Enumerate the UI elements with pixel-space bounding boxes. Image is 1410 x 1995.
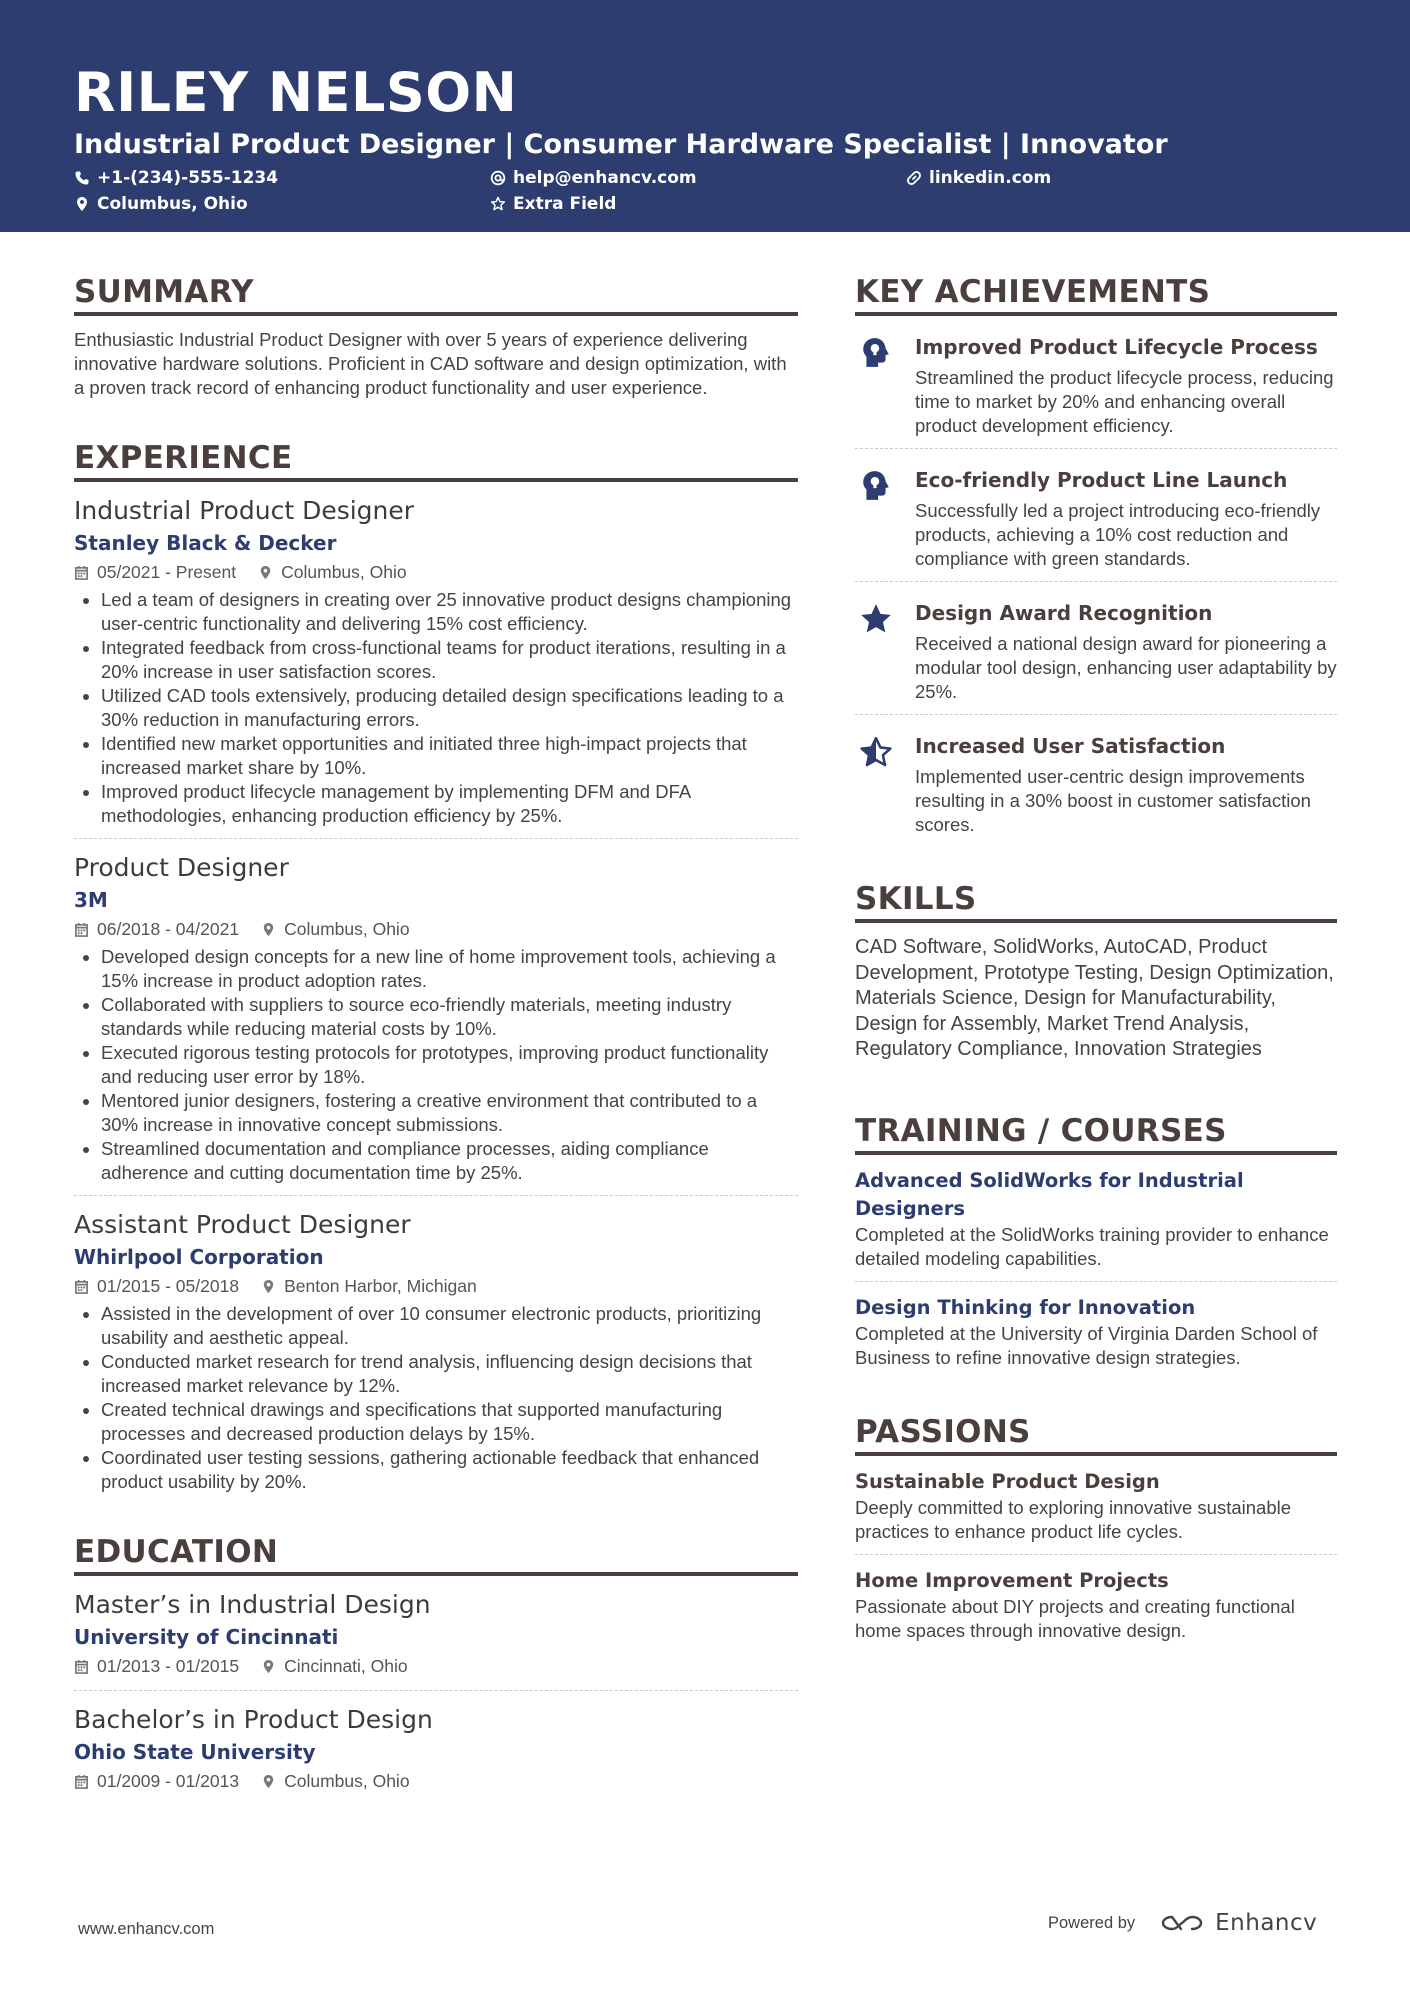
achievement-title: Design Award Recognition (915, 601, 1213, 625)
bullet-item: Led a team of designers in creating over 25 innovative product designs championing user-centric functionality and delivering 15% cost efficiency. (74, 588, 798, 636)
summary-heading: SUMMARY (74, 272, 798, 316)
degree-title: Master’s in Industrial Design (74, 1590, 431, 1619)
skills-section (855, 879, 1337, 1063)
location-pin-icon (258, 565, 273, 580)
calendar-icon (74, 922, 89, 937)
job-bullets (74, 945, 798, 1185)
achievement-desc: Successfully led a project introducing eco-friendly products, achieving a 10% cost reduction and compliance with green standards. (915, 500, 1321, 569)
achievement-item (855, 727, 1337, 837)
left-column (74, 272, 798, 1795)
experience-entry (74, 1208, 798, 1494)
education-location (261, 1767, 409, 1795)
right-column (855, 272, 1337, 1643)
candidate-name: RILEY NELSON (74, 61, 518, 124)
star-half-icon (859, 735, 893, 769)
education-location-text: Cincinnati, Ohio (284, 1656, 408, 1676)
degree-title: Bachelor’s in Product Design (74, 1705, 433, 1734)
bullet-item: Executed rigorous testing protocols for prototypes, improving product functionality and reducing user error by 18%. (74, 1041, 798, 1089)
job-location (261, 915, 409, 943)
entry-divider (855, 448, 1337, 449)
job-location-text: Columbus, Ohio (281, 562, 407, 582)
summary-text: Enthusiastic Industrial Product Designer with over 5 years of experience delivering innovative hardware solutions. Proficient in CAD software and design optimization, with a proven track record of enhancing product functionality and user experience. (74, 329, 787, 398)
bullet-item: Mentored junior designers, fostering a creative environment that contributed to a 30% increase in innovative concept submissions. (74, 1089, 798, 1137)
job-dates-text: 05/2021 - Present (97, 562, 237, 582)
experience-entry (74, 851, 798, 1185)
education-location-text: Columbus, Ohio (284, 1771, 410, 1791)
achievement-icon-wrap (855, 465, 897, 571)
location-pin-icon (261, 922, 276, 937)
link-icon (906, 170, 922, 186)
education-location (261, 1652, 408, 1680)
course-item (855, 1167, 1337, 1271)
achievement-item (855, 594, 1337, 704)
at-icon (490, 170, 506, 186)
job-meta (74, 915, 798, 943)
achievements-section (855, 272, 1337, 837)
enhancv-logo-icon (1159, 1911, 1205, 1935)
achievement-desc: Received a national design award for pioneering a modular tool design, enhancing user adaptability by 25%. (915, 633, 1337, 702)
job-dates (74, 558, 236, 586)
bullet-item: Assisted in the development of over 10 consumer electronic products, prioritizing usability and aesthetic appeal. (74, 1302, 798, 1350)
head-bulb-icon (859, 469, 893, 503)
education-entry (74, 1703, 798, 1795)
achievement-item (855, 328, 1337, 438)
achievement-item (855, 461, 1337, 571)
education-dates (74, 1767, 239, 1795)
bullet-item: Collaborated with suppliers to source eco-friendly materials, meeting industry standards while reducing material costs by 10%. (74, 993, 798, 1041)
bullet-item: Improved product lifecycle management by implementing DFM and DFA methodologies, enhancing production efficiency by 25%. (74, 780, 798, 828)
job-dates-text: 06/2018 - 04/2021 (97, 919, 240, 939)
phone-icon (74, 170, 90, 186)
job-dates (74, 915, 239, 943)
achievement-desc: Streamlined the product lifecycle process, reducing time to market by 20% and enhancing overall product development efficiency. (915, 367, 1334, 436)
phone-text[interactable]: +1-(234)-555-1234 (97, 168, 279, 188)
calendar-icon (74, 565, 89, 580)
location-text: Columbus, Ohio (97, 194, 248, 214)
education-dates (74, 1652, 239, 1680)
brand-name: Enhancv (1215, 1910, 1318, 1936)
school-name: University of Cincinnati (74, 1625, 339, 1649)
skills-heading: SKILLS (855, 879, 1337, 923)
bullet-item: Identified new market opportunities and initiated three high-impact projects that increased market share by 10%. (74, 732, 798, 780)
job-title: Assistant Product Designer (74, 1210, 411, 1239)
education-dates-text: 01/2009 - 01/2013 (97, 1771, 240, 1791)
location-pin-icon (261, 1659, 276, 1674)
passion-desc: Passionate about DIY projects and creating functional home spaces through innovative design. (855, 1595, 1295, 1641)
footer-branding (1048, 1910, 1317, 1936)
education-meta (74, 1652, 798, 1680)
entry-divider (855, 1281, 1337, 1282)
job-dates (74, 1272, 239, 1300)
calendar-icon (74, 1659, 89, 1674)
bullet-item: Developed design concepts for a new line of home improvement tools, achieving a 15% increase in product adoption rates. (74, 945, 798, 993)
job-dates-text: 01/2015 - 05/2018 (97, 1276, 240, 1296)
achievement-title: Increased User Satisfaction (915, 734, 1226, 758)
education-section (74, 1532, 798, 1795)
job-location (261, 1272, 477, 1300)
calendar-icon (74, 1774, 89, 1789)
job-bullets (74, 1302, 798, 1494)
achievement-title: Eco-friendly Product Line Launch (915, 468, 1288, 492)
entry-divider (855, 1554, 1337, 1555)
education-dates-text: 01/2013 - 01/2015 (97, 1656, 240, 1676)
location-pin-icon (261, 1774, 276, 1789)
passion-title: Home Improvement Projects (855, 1568, 1169, 1592)
passions-heading: PASSIONS (855, 1412, 1337, 1456)
passion-item (855, 1468, 1337, 1544)
head-bulb-icon (859, 336, 893, 370)
bullet-item: Coordinated user testing sessions, gathering actionable feedback that enhanced product usability by 20%. (74, 1446, 798, 1494)
contact-phone (74, 166, 278, 190)
training-heading: TRAINING / COURSES (855, 1111, 1337, 1155)
linkedin-text[interactable]: linkedin.com (929, 168, 1052, 188)
training-section (855, 1111, 1337, 1370)
education-meta (74, 1767, 798, 1795)
location-pin-icon (261, 1279, 276, 1294)
entry-divider (74, 838, 798, 839)
summary-section (74, 272, 798, 400)
achievement-icon-wrap (855, 332, 897, 438)
company-name: Whirlpool Corporation (74, 1245, 324, 1269)
contact-email (490, 166, 697, 190)
powered-by-text: Powered by (1048, 1913, 1136, 1932)
passion-item (855, 1567, 1337, 1643)
entry-divider (855, 581, 1337, 582)
achievement-icon-wrap (855, 731, 897, 837)
job-location-text: Columbus, Ohio (284, 919, 410, 939)
contact-linkedin (906, 166, 1051, 190)
passion-desc: Deeply committed to exploring innovative sustainable practices to enhance product life cycles. (855, 1496, 1292, 1542)
experience-entry (74, 494, 798, 828)
course-title: Design Thinking for Innovation (855, 1295, 1196, 1319)
brand-logo[interactable] (1159, 1910, 1317, 1936)
contact-info (74, 166, 1336, 222)
skills-text: CAD Software, SolidWorks, AutoCAD, Product Development, Prototype Testing, Design Optimization, Materials Science, Design for Manufacturability, Design for Assembly, Market Trend Analysis, Regulatory Compliance, Innovation Strategies (855, 936, 1334, 1060)
extra-field-text: Extra Field (513, 194, 617, 214)
location-pin-icon (74, 196, 90, 212)
resume-header (0, 0, 1410, 232)
achievement-title: Improved Product Lifecycle Process (915, 335, 1318, 359)
bullet-item: Utilized CAD tools extensively, producing detailed design specifications leading to a 30% reduction in manufacturing errors. (74, 684, 798, 732)
course-desc: Completed at the University of Virginia Darden School of Business to refine innovative design strategies. (855, 1322, 1318, 1368)
bullet-item: Streamlined documentation and compliance processes, aiding compliance adherence and cutting documentation time by 25%. (74, 1137, 798, 1185)
job-bullets (74, 588, 798, 828)
achievement-icon-wrap (855, 598, 897, 704)
course-item (855, 1294, 1337, 1370)
candidate-headline: Industrial Product Designer | Consumer Hardware Specialist | Innovator (74, 129, 1168, 160)
job-title: Industrial Product Designer (74, 496, 415, 525)
achievement-desc: Implemented user-centric design improvements resulting in a 30% boost in customer satisfaction scores. (915, 766, 1311, 835)
entry-divider (855, 714, 1337, 715)
bullet-item: Integrated feedback from cross-functional teams for product iterations, resulting in a 20% increase in user satisfaction scores. (74, 636, 798, 684)
course-desc: Completed at the SolidWorks training provider to enhance detailed modeling capabilities. (855, 1223, 1329, 1269)
course-title: Advanced SolidWorks for Industrial Designers (855, 1168, 1244, 1220)
entry-divider (74, 1195, 798, 1196)
contact-extra (490, 192, 616, 216)
experience-heading: EXPERIENCE (74, 438, 798, 482)
contact-location (74, 192, 248, 216)
bullet-item: Conducted market research for trend analysis, influencing design decisions that increased market relevance by 12%. (74, 1350, 798, 1398)
passions-section (855, 1412, 1337, 1643)
job-title: Product Designer (74, 853, 289, 882)
entry-divider (74, 1690, 798, 1691)
company-name: Stanley Black & Decker (74, 531, 337, 555)
school-name: Ohio State University (74, 1740, 316, 1764)
company-name: 3M (74, 888, 108, 912)
education-entry (74, 1588, 798, 1680)
achievements-heading: KEY ACHIEVEMENTS (855, 272, 1337, 316)
experience-section (74, 438, 798, 1494)
job-location-text: Benton Harbor, Michigan (284, 1276, 477, 1296)
calendar-icon (74, 1279, 89, 1294)
bullet-item: Created technical drawings and specifications that supported manufacturing processes and decreased production delays by 15%. (74, 1398, 798, 1446)
footer-website[interactable]: www.enhancv.com (78, 1920, 215, 1938)
job-meta (74, 558, 798, 586)
star-outline-icon (490, 196, 506, 212)
job-meta (74, 1272, 798, 1300)
education-heading: EDUCATION (74, 1532, 798, 1576)
star-filled-icon (859, 602, 893, 636)
email-text[interactable]: help@enhancv.com (513, 168, 697, 188)
job-location (258, 558, 406, 586)
passion-title: Sustainable Product Design (855, 1469, 1160, 1493)
